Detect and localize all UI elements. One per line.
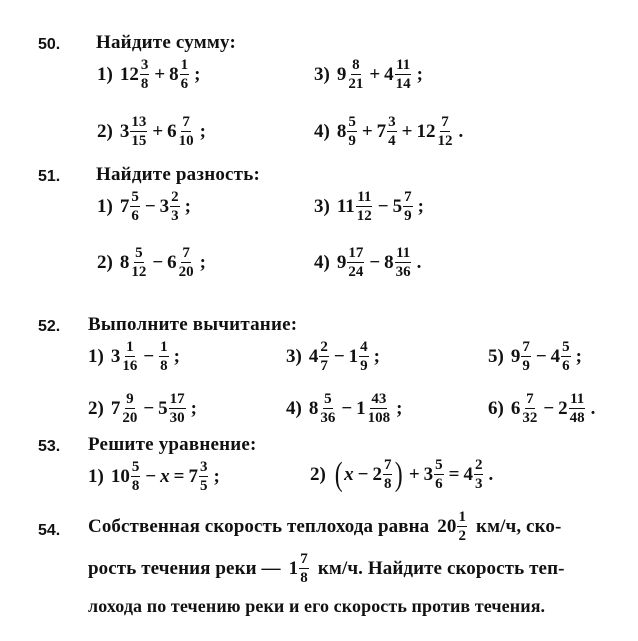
numerator: 1: [180, 57, 189, 73]
fraction: [457, 510, 467, 544]
item-label: 1): [88, 346, 104, 367]
item-label: 5): [488, 346, 504, 367]
problem-52-item-2: [88, 392, 197, 426]
operator: +: [401, 121, 413, 142]
punctuation: ;: [190, 398, 197, 419]
numerator: 4: [360, 339, 368, 355]
item-label: 3): [314, 196, 330, 217]
fraction: [347, 115, 357, 149]
denominator: 6: [435, 476, 443, 492]
whole-part: 11: [336, 196, 355, 217]
fraction: [383, 458, 393, 492]
numerator: 5: [562, 339, 570, 355]
numerator: 17: [169, 391, 185, 407]
numerator: 43: [371, 391, 387, 407]
denominator: 21: [348, 76, 364, 92]
fraction: [521, 392, 538, 426]
denominator: 30: [169, 410, 185, 426]
fraction: [130, 115, 147, 149]
punctuation: .: [458, 121, 464, 142]
numerator: 7: [383, 457, 392, 473]
denominator: 20: [122, 410, 138, 426]
whole-part: 9: [336, 64, 347, 85]
numerator: 7: [526, 391, 534, 407]
denominator: 4: [388, 133, 396, 149]
numerator: 3: [388, 114, 396, 130]
whole-part: 10: [110, 466, 130, 487]
operator: +: [369, 64, 381, 85]
numerator: 11: [570, 391, 585, 407]
whole-part: 6: [167, 252, 177, 273]
fraction: [130, 246, 147, 280]
operator: +: [408, 464, 420, 485]
numerator: 5: [135, 245, 143, 261]
denominator: 108: [367, 410, 391, 426]
denominator: 32: [522, 410, 538, 426]
denominator: 12: [131, 264, 147, 280]
numerator: 11: [357, 189, 372, 205]
punctuation: ;: [213, 466, 220, 487]
denominator: 36: [395, 264, 411, 280]
denominator: 8: [383, 476, 392, 492]
problem-54-line-2: [88, 552, 565, 586]
item-label: 4): [314, 121, 330, 142]
whole-part: 8: [169, 64, 179, 85]
whole-part: 7: [376, 121, 387, 142]
denominator: 6: [180, 76, 189, 92]
problem-50-title: Найдите сумму:: [96, 32, 236, 53]
fraction: [359, 340, 369, 374]
numerator: 11: [396, 57, 411, 73]
denominator: 9: [522, 358, 530, 374]
denominator: 12: [437, 133, 453, 149]
problem-number-53: 53.: [38, 438, 61, 455]
punctuation: ;: [575, 346, 582, 367]
fraction: [131, 460, 141, 494]
denominator: 12: [356, 208, 372, 224]
whole-part: 8: [336, 121, 347, 142]
whole-part: 2: [372, 464, 382, 485]
numerator: 7: [441, 114, 449, 130]
punctuation: ;: [396, 398, 403, 419]
numerator: 7: [182, 245, 190, 261]
whole-part: 5: [158, 398, 168, 419]
numerator: 7: [300, 551, 308, 567]
fraction: [170, 190, 180, 224]
whole-part: 4: [308, 346, 319, 367]
denominator: 6: [131, 208, 139, 224]
problem-53-equation-2: [310, 458, 493, 492]
whole-part: 8: [384, 252, 394, 273]
operator: −: [144, 196, 156, 217]
problem-53-equation-1: [88, 460, 220, 494]
whole-part: 6: [167, 121, 177, 142]
numerator: 9: [126, 391, 134, 407]
whole-part: 4: [384, 64, 394, 85]
punctuation: ;: [417, 196, 424, 217]
numerator: 5: [131, 189, 139, 205]
denominator: 7: [320, 358, 328, 374]
fraction: [169, 392, 186, 426]
problem-50-item-2: [97, 115, 206, 149]
fraction: [474, 458, 484, 492]
equals-sign: =: [448, 464, 460, 485]
denominator: 8: [140, 76, 149, 92]
problem-54-line-1: [88, 510, 561, 544]
denominator: 9: [348, 133, 356, 149]
numerator: 2: [171, 189, 179, 205]
punctuation: ;: [194, 64, 201, 85]
denominator: 8: [300, 570, 308, 586]
fraction: [140, 58, 150, 92]
variable-x: x: [344, 464, 354, 485]
problem-number-50: 50.: [38, 36, 61, 53]
numerator: 13: [131, 114, 147, 130]
punctuation: ;: [416, 64, 423, 85]
item-label: 2): [88, 398, 104, 419]
whole-part: 3: [159, 196, 170, 217]
punctuation: ;: [184, 196, 191, 217]
whole-part: 8: [119, 252, 130, 273]
whole-part: 1: [356, 398, 366, 419]
equals-sign: =: [173, 466, 185, 487]
punctuation: .: [416, 252, 422, 273]
problem-51-title: Найдите разность:: [96, 164, 260, 185]
denominator: 5: [199, 478, 208, 494]
whole-part: 4: [463, 464, 473, 485]
numerator: 7: [522, 339, 530, 355]
item-label: 3): [314, 64, 330, 85]
operator: −: [377, 196, 389, 217]
problem-54-line-3: лохода по течению реки и его скорость против течения.: [88, 596, 546, 616]
operator: −: [357, 464, 369, 485]
denominator: 48: [569, 410, 585, 426]
denominator: 2: [458, 528, 467, 544]
fraction: [347, 246, 364, 280]
operator: +: [361, 121, 373, 142]
denominator: 20: [178, 264, 194, 280]
item-label: 2): [97, 252, 113, 273]
punctuation: .: [590, 398, 596, 419]
denominator: 9: [360, 358, 368, 374]
fraction: [521, 340, 531, 374]
fraction: [561, 340, 571, 374]
punctuation: ;: [199, 121, 206, 142]
text-segment: Собственная скорость теплохода равна: [88, 516, 430, 537]
operator: −: [543, 398, 555, 419]
numerator: 11: [396, 245, 411, 261]
denominator: 8: [131, 478, 140, 494]
problem-number-52: 52.: [38, 318, 61, 335]
operator: −: [145, 466, 157, 487]
fraction: [178, 246, 195, 280]
whole-part: 7: [119, 196, 130, 217]
numerator: 2: [474, 457, 483, 473]
fraction: [347, 58, 364, 92]
numerator: 7: [404, 189, 412, 205]
punctuation: ;: [199, 252, 206, 273]
problem-53-title: Решите уравнение:: [88, 434, 257, 455]
punctuation: ;: [173, 346, 180, 367]
denominator: 3: [171, 208, 179, 224]
numerator: 17: [348, 245, 364, 261]
problem-52-item-4: [286, 392, 402, 426]
numerator: 5: [348, 114, 356, 130]
denominator: 10: [178, 133, 194, 149]
operator: +: [152, 121, 164, 142]
whole-part: 2: [558, 398, 568, 419]
problem-number-54: 54.: [38, 522, 61, 539]
whole-part: 5: [392, 196, 403, 217]
right-parenthesis: ): [395, 456, 404, 493]
whole-part: 3: [423, 464, 434, 485]
item-label: 4): [314, 252, 330, 273]
whole-part: 20: [437, 516, 457, 537]
fraction: [356, 190, 373, 224]
punctuation: .: [488, 464, 494, 485]
item-label: 2): [310, 464, 326, 485]
numerator: 8: [352, 57, 360, 73]
denominator: 6: [562, 358, 570, 374]
operator: −: [152, 252, 164, 273]
whole-part: 1: [348, 346, 359, 367]
whole-part: 7: [110, 398, 121, 419]
whole-part: 8: [308, 398, 319, 419]
fraction: [199, 460, 209, 494]
operator: +: [154, 64, 166, 85]
item-label: 2): [97, 121, 113, 142]
fraction: [319, 392, 336, 426]
operator: −: [143, 346, 155, 367]
problem-52-item-3: [286, 340, 380, 374]
fraction: [180, 58, 190, 92]
whole-part: 12: [416, 121, 436, 142]
denominator: 24: [348, 264, 364, 280]
denominator: 3: [474, 476, 483, 492]
denominator: 36: [320, 410, 336, 426]
fraction: [569, 392, 586, 426]
denominator: 15: [131, 133, 147, 149]
variable-x: x: [160, 466, 170, 487]
problem-52-item-6: [488, 392, 595, 426]
problem-51-item-4: [314, 246, 421, 280]
fraction: [319, 340, 329, 374]
fraction: [367, 392, 392, 426]
fraction: [387, 115, 397, 149]
fraction: [130, 190, 140, 224]
numerator: 1: [458, 509, 467, 525]
item-label: 1): [97, 64, 113, 85]
text-segment: рость течения реки —: [88, 558, 281, 579]
problem-51-item-2: [97, 246, 206, 280]
problem-51-item-1: [97, 190, 191, 224]
denominator: 9: [404, 208, 412, 224]
fraction: [395, 246, 412, 280]
problem-52-item-1: [88, 340, 180, 374]
denominator: 8: [160, 358, 168, 374]
fraction: [121, 340, 138, 374]
problem-number-51: 51.: [38, 168, 61, 185]
item-label: 4): [286, 398, 302, 419]
fraction: [178, 115, 195, 149]
operator: −: [333, 346, 345, 367]
fraction: [299, 552, 309, 586]
problem-52-item-5: [488, 340, 582, 374]
whole-part: 3: [119, 121, 130, 142]
numerator: 5: [131, 459, 140, 475]
left-parenthesis: (: [334, 456, 343, 493]
whole-part: 3: [110, 346, 121, 367]
problem-51-item-3: [314, 190, 424, 224]
whole-part: 4: [550, 346, 561, 367]
fraction: [121, 392, 138, 426]
problem-50-item-1: [97, 58, 200, 92]
operator: −: [369, 252, 381, 273]
fraction: [434, 458, 444, 492]
operator: −: [341, 398, 353, 419]
denominator: 16: [122, 358, 138, 374]
item-label: 1): [97, 196, 113, 217]
whole-part: 9: [510, 346, 521, 367]
whole-part: 1: [288, 558, 299, 579]
item-label: 1): [88, 466, 104, 487]
punctuation: ;: [373, 346, 380, 367]
fraction: [436, 115, 453, 149]
numerator: 2: [320, 339, 328, 355]
fraction: [395, 58, 412, 92]
text-segment: км/ч, ско-: [476, 516, 562, 537]
whole-part: 9: [336, 252, 347, 273]
numerator: 7: [182, 114, 190, 130]
numerator: 3: [199, 459, 208, 475]
numerator: 5: [324, 391, 332, 407]
whole-part: 6: [510, 398, 521, 419]
whole-part: 12: [119, 64, 139, 85]
numerator: 3: [140, 57, 149, 73]
problem-50-item-4: [314, 115, 463, 149]
whole-part: 7: [188, 466, 198, 487]
item-label: 3): [286, 346, 302, 367]
numerator: 1: [160, 339, 168, 355]
fraction: [403, 190, 413, 224]
numerator: 1: [126, 339, 134, 355]
problem-50-item-3: [314, 58, 423, 92]
item-label: 6): [488, 398, 504, 419]
operator: −: [535, 346, 547, 367]
denominator: 14: [395, 76, 411, 92]
operator: −: [143, 398, 155, 419]
fraction: [159, 340, 169, 374]
text-segment: км/ч. Найдите скорость теп-: [317, 558, 565, 579]
problem-52-title: Выполните вычитание:: [88, 314, 298, 335]
numerator: 5: [435, 457, 443, 473]
